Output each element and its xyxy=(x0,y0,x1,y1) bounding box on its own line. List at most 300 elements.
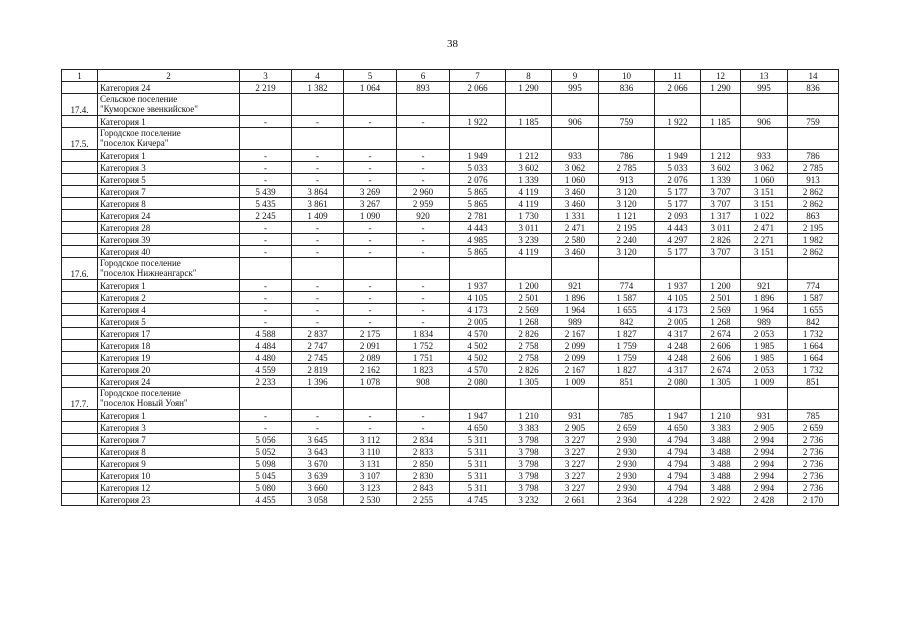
value-cell xyxy=(240,128,292,150)
value-cell: 786 xyxy=(788,150,839,162)
section-title-line: "поселок Нижнеангарск" xyxy=(100,268,197,278)
table-row xyxy=(62,422,839,434)
value-cell: 3 120 xyxy=(599,186,655,198)
value-cell: 4 228 xyxy=(655,494,701,506)
row-number xyxy=(62,328,98,340)
value-cell: 2 080 xyxy=(450,376,506,388)
category-name: Категория 17 xyxy=(98,328,240,340)
value-cell: 2 659 xyxy=(599,422,655,434)
value-cell: 759 xyxy=(788,116,839,128)
value-cell: 3 864 xyxy=(292,186,344,198)
value-cell: - xyxy=(292,116,344,128)
value-cell: 1 947 xyxy=(450,410,506,422)
value-cell: 2 736 xyxy=(788,482,839,494)
category-name: Категория 1 xyxy=(98,150,240,162)
row-number xyxy=(62,364,98,376)
value-cell: 913 xyxy=(788,174,839,186)
value-cell: 5 311 xyxy=(450,482,506,494)
value-cell: 2 471 xyxy=(741,222,788,234)
value-cell: - xyxy=(292,150,344,162)
category-name: Категория 18 xyxy=(98,340,240,352)
value-cell: 4 588 xyxy=(240,328,292,340)
value-cell xyxy=(741,388,788,410)
value-cell xyxy=(599,258,655,280)
row-number xyxy=(62,410,98,422)
value-cell: 2 826 xyxy=(506,364,552,376)
section-row xyxy=(62,128,839,150)
value-cell: 2 826 xyxy=(701,234,741,246)
value-cell: 3 798 xyxy=(506,458,552,470)
value-cell: 2 167 xyxy=(552,364,599,376)
column-header: 14 xyxy=(788,70,839,82)
table-row xyxy=(62,446,839,458)
value-cell xyxy=(599,94,655,116)
value-cell: 2 219 xyxy=(240,82,292,94)
section-title-line: Городское поселение xyxy=(100,388,181,398)
value-cell: 2 747 xyxy=(292,340,344,352)
value-cell: 3 151 xyxy=(741,186,788,198)
value-cell: 5 865 xyxy=(450,198,506,210)
value-cell: 3 058 xyxy=(292,494,344,506)
category-name: Категория 4 xyxy=(98,304,240,316)
value-cell: 3 707 xyxy=(701,246,741,258)
value-cell: 842 xyxy=(788,316,839,328)
value-cell: 2 053 xyxy=(741,328,788,340)
value-cell: 921 xyxy=(552,280,599,292)
row-number xyxy=(62,422,98,434)
value-cell: 2 175 xyxy=(344,328,397,340)
value-cell: 3 227 xyxy=(552,458,599,470)
value-cell: 2 833 xyxy=(397,446,450,458)
value-cell: 2 099 xyxy=(552,340,599,352)
value-cell: 2 170 xyxy=(788,494,839,506)
value-cell: 1 339 xyxy=(701,174,741,186)
value-cell: 4 317 xyxy=(655,328,701,340)
value-cell: 3 227 xyxy=(552,482,599,494)
value-cell xyxy=(344,94,397,116)
section-row xyxy=(62,258,839,280)
column-header: 4 xyxy=(292,70,344,82)
value-cell: 4 297 xyxy=(655,234,701,246)
value-cell: 1 964 xyxy=(741,304,788,316)
value-cell: 2 959 xyxy=(397,198,450,210)
section-title-line: Городское поселение xyxy=(100,258,181,268)
value-cell: 5 177 xyxy=(655,198,701,210)
value-cell: 2 093 xyxy=(655,210,701,222)
value-cell: 3 798 xyxy=(506,482,552,494)
value-cell xyxy=(788,388,839,410)
value-cell: 1 305 xyxy=(701,376,741,388)
table-row xyxy=(62,116,839,128)
table-row xyxy=(62,328,839,340)
row-number xyxy=(62,186,98,198)
value-cell: 1 268 xyxy=(701,316,741,328)
row-number xyxy=(62,174,98,186)
value-cell: 3 602 xyxy=(506,162,552,174)
value-cell: 5 052 xyxy=(240,446,292,458)
section-row xyxy=(62,94,839,116)
column-header: 13 xyxy=(741,70,788,82)
value-cell: - xyxy=(292,316,344,328)
value-cell: - xyxy=(344,410,397,422)
value-cell: 3 232 xyxy=(506,494,552,506)
value-cell: 4 745 xyxy=(450,494,506,506)
value-cell: 1 317 xyxy=(701,210,741,222)
category-name: Категория 39 xyxy=(98,234,240,246)
value-cell: 2 930 xyxy=(599,470,655,482)
value-cell: 1 200 xyxy=(506,280,552,292)
value-cell xyxy=(741,128,788,150)
value-cell: - xyxy=(240,304,292,316)
value-cell xyxy=(599,128,655,150)
value-cell: 2 850 xyxy=(397,458,450,470)
value-cell: 1 009 xyxy=(552,376,599,388)
value-cell: 3 460 xyxy=(552,186,599,198)
value-cell: 2 501 xyxy=(701,292,741,304)
value-cell: - xyxy=(292,222,344,234)
value-cell: 3 643 xyxy=(292,446,344,458)
value-cell: 4 794 xyxy=(655,458,701,470)
value-cell xyxy=(552,258,599,280)
value-cell: 3 269 xyxy=(344,186,397,198)
value-cell: - xyxy=(292,304,344,316)
value-cell: 5 177 xyxy=(655,186,701,198)
column-header: 2 xyxy=(98,70,240,82)
column-header: 7 xyxy=(450,70,506,82)
value-cell: 2 736 xyxy=(788,446,839,458)
value-cell xyxy=(450,128,506,150)
value-cell: 4 502 xyxy=(450,352,506,364)
value-cell: 759 xyxy=(599,116,655,128)
value-cell: 4 317 xyxy=(655,364,701,376)
value-cell xyxy=(655,258,701,280)
value-cell: 1 896 xyxy=(552,292,599,304)
value-cell: - xyxy=(344,222,397,234)
table-row xyxy=(62,410,839,422)
table-row xyxy=(62,234,839,246)
value-cell: - xyxy=(397,116,450,128)
tariff-table xyxy=(61,69,839,506)
row-number xyxy=(62,292,98,304)
value-cell: - xyxy=(397,280,450,292)
row-number xyxy=(62,234,98,246)
value-cell: 1 210 xyxy=(701,410,741,422)
table-row xyxy=(62,340,839,352)
value-cell: - xyxy=(397,410,450,422)
category-name: Категория 8 xyxy=(98,198,240,210)
value-cell: 2 364 xyxy=(599,494,655,506)
value-cell xyxy=(292,94,344,116)
page-number: 38 xyxy=(447,38,458,50)
value-cell: - xyxy=(344,150,397,162)
value-cell: 3 110 xyxy=(344,446,397,458)
value-cell: 2 089 xyxy=(344,352,397,364)
section-title xyxy=(98,128,240,150)
value-cell: 3 488 xyxy=(701,434,741,446)
value-cell: 2 930 xyxy=(599,446,655,458)
value-cell: 2 905 xyxy=(552,422,599,434)
value-cell: 1 060 xyxy=(741,174,788,186)
value-cell: 836 xyxy=(599,82,655,94)
value-cell xyxy=(655,94,701,116)
table-row xyxy=(62,280,839,292)
value-cell: 3 227 xyxy=(552,446,599,458)
value-cell: 4 173 xyxy=(450,304,506,316)
value-cell: 1 121 xyxy=(599,210,655,222)
value-cell: 1 947 xyxy=(655,410,701,422)
value-cell: 3 151 xyxy=(741,246,788,258)
value-cell: 4 794 xyxy=(655,446,701,458)
section-row xyxy=(62,388,839,410)
value-cell: 2 606 xyxy=(701,340,741,352)
value-cell: 3 107 xyxy=(344,470,397,482)
value-cell: 1 212 xyxy=(701,150,741,162)
value-cell: 1 331 xyxy=(552,210,599,222)
value-cell: 3 112 xyxy=(344,434,397,446)
value-cell: 1 759 xyxy=(599,352,655,364)
value-cell: 786 xyxy=(599,150,655,162)
table-row xyxy=(62,470,839,482)
value-cell: 2 781 xyxy=(450,210,506,222)
value-cell: 1 078 xyxy=(344,376,397,388)
value-cell: 785 xyxy=(788,410,839,422)
value-cell: 2 076 xyxy=(450,174,506,186)
value-cell: - xyxy=(240,292,292,304)
value-cell: 3 062 xyxy=(741,162,788,174)
value-cell: 2 922 xyxy=(701,494,741,506)
value-cell: 1 064 xyxy=(344,82,397,94)
value-cell: 2 501 xyxy=(506,292,552,304)
category-name: Категория 7 xyxy=(98,434,240,446)
value-cell xyxy=(552,388,599,410)
value-cell: 4 794 xyxy=(655,434,701,446)
row-number xyxy=(62,304,98,316)
value-cell xyxy=(240,94,292,116)
value-cell: 2 661 xyxy=(552,494,599,506)
table-row xyxy=(62,210,839,222)
value-cell: 1 655 xyxy=(599,304,655,316)
value-cell: 3 488 xyxy=(701,446,741,458)
value-cell: 785 xyxy=(599,410,655,422)
value-cell: 1 210 xyxy=(506,410,552,422)
value-cell: - xyxy=(240,116,292,128)
value-cell: 5 045 xyxy=(240,470,292,482)
value-cell: 3 707 xyxy=(701,186,741,198)
value-cell: - xyxy=(344,304,397,316)
value-cell: 920 xyxy=(397,210,450,222)
value-cell: 2 826 xyxy=(506,328,552,340)
value-cell: 2 569 xyxy=(506,304,552,316)
value-cell xyxy=(701,128,741,150)
value-cell: 2 736 xyxy=(788,434,839,446)
value-cell: 863 xyxy=(788,210,839,222)
value-cell: 4 794 xyxy=(655,470,701,482)
value-cell: 913 xyxy=(599,174,655,186)
value-cell: 3 383 xyxy=(701,422,741,434)
value-cell: 3 239 xyxy=(506,234,552,246)
value-cell: 1 896 xyxy=(741,292,788,304)
value-cell: 3 707 xyxy=(701,198,741,210)
value-cell: 4 650 xyxy=(450,422,506,434)
section-title-line: Сельское поселение xyxy=(100,94,178,104)
value-cell: 995 xyxy=(741,82,788,94)
row-number xyxy=(62,210,98,222)
value-cell: 2 930 xyxy=(599,458,655,470)
section-title xyxy=(98,258,240,280)
section-title xyxy=(98,94,240,116)
value-cell: 1 090 xyxy=(344,210,397,222)
value-cell: 842 xyxy=(599,316,655,328)
table-row xyxy=(62,222,839,234)
value-cell: - xyxy=(240,316,292,328)
value-cell: 2 837 xyxy=(292,328,344,340)
table-row xyxy=(62,246,839,258)
value-cell: 1 290 xyxy=(506,82,552,94)
value-cell: - xyxy=(397,222,450,234)
value-cell: 2 530 xyxy=(344,494,397,506)
value-cell: 3 383 xyxy=(506,422,552,434)
value-cell: 2 745 xyxy=(292,352,344,364)
value-cell: - xyxy=(397,174,450,186)
table-row xyxy=(62,304,839,316)
value-cell: 1 587 xyxy=(788,292,839,304)
value-cell: 1 827 xyxy=(599,364,655,376)
value-cell: 1 752 xyxy=(397,340,450,352)
value-cell: 2 053 xyxy=(741,364,788,376)
value-cell: - xyxy=(240,280,292,292)
value-cell: 4 570 xyxy=(450,328,506,340)
value-cell: 4 248 xyxy=(655,352,701,364)
row-number: 17.7. xyxy=(62,388,98,410)
value-cell: 1 937 xyxy=(450,280,506,292)
value-cell: - xyxy=(292,246,344,258)
value-cell: 2 080 xyxy=(655,376,701,388)
value-cell: 1 664 xyxy=(788,340,839,352)
category-name: Категория 19 xyxy=(98,352,240,364)
value-cell: 3 488 xyxy=(701,458,741,470)
value-cell: - xyxy=(292,422,344,434)
column-header: 8 xyxy=(506,70,552,82)
value-cell: 1 655 xyxy=(788,304,839,316)
value-cell: 1 823 xyxy=(397,364,450,376)
value-cell: - xyxy=(292,162,344,174)
value-cell: 1 985 xyxy=(741,352,788,364)
value-cell: 2 195 xyxy=(788,222,839,234)
value-cell: 2 994 xyxy=(741,446,788,458)
value-cell: - xyxy=(397,150,450,162)
category-name: Категория 10 xyxy=(98,470,240,482)
value-cell: 1 212 xyxy=(506,150,552,162)
value-cell: 5 865 xyxy=(450,246,506,258)
row-number xyxy=(62,316,98,328)
value-cell: 1 730 xyxy=(506,210,552,222)
value-cell: 1 751 xyxy=(397,352,450,364)
value-cell xyxy=(344,258,397,280)
value-cell: 933 xyxy=(552,150,599,162)
table-body xyxy=(62,70,839,506)
value-cell: 3 120 xyxy=(599,198,655,210)
value-cell xyxy=(506,128,552,150)
column-header: 5 xyxy=(344,70,397,82)
category-name: Категория 40 xyxy=(98,246,240,258)
value-cell: 931 xyxy=(741,410,788,422)
value-cell: 2 785 xyxy=(599,162,655,174)
value-cell: 2 428 xyxy=(741,494,788,506)
value-cell: 4 559 xyxy=(240,364,292,376)
value-cell: 1 834 xyxy=(397,328,450,340)
value-cell: 3 062 xyxy=(552,162,599,174)
row-number xyxy=(62,162,98,174)
row-number xyxy=(62,446,98,458)
category-name: Категория 9 xyxy=(98,458,240,470)
value-cell: 3 602 xyxy=(701,162,741,174)
value-cell: 2 167 xyxy=(552,328,599,340)
value-cell: 3 227 xyxy=(552,470,599,482)
value-cell: 3 123 xyxy=(344,482,397,494)
category-name: Категория 28 xyxy=(98,222,240,234)
value-cell: - xyxy=(240,410,292,422)
row-number xyxy=(62,222,98,234)
value-cell: 933 xyxy=(741,150,788,162)
value-cell: 1 409 xyxy=(292,210,344,222)
value-cell: 3 660 xyxy=(292,482,344,494)
value-cell xyxy=(701,388,741,410)
value-cell: - xyxy=(292,410,344,422)
column-header: 3 xyxy=(240,70,292,82)
value-cell: 2 834 xyxy=(397,434,450,446)
row-number xyxy=(62,82,98,94)
row-number xyxy=(62,376,98,388)
value-cell: 2 862 xyxy=(788,186,839,198)
value-cell xyxy=(397,388,450,410)
value-cell: 2 819 xyxy=(292,364,344,376)
value-cell: 2 994 xyxy=(741,458,788,470)
value-cell: 774 xyxy=(788,280,839,292)
value-cell: 5 865 xyxy=(450,186,506,198)
value-cell xyxy=(599,388,655,410)
value-cell: 2 240 xyxy=(599,234,655,246)
category-name: Категория 5 xyxy=(98,174,240,186)
value-cell: 4 105 xyxy=(450,292,506,304)
value-cell: 2 099 xyxy=(552,352,599,364)
section-title-line: "поселок Кичера" xyxy=(100,138,169,148)
value-cell: 1 949 xyxy=(655,150,701,162)
value-cell: - xyxy=(344,280,397,292)
value-cell: 2 005 xyxy=(450,316,506,328)
value-cell: 1 827 xyxy=(599,328,655,340)
value-cell: 1 732 xyxy=(788,328,839,340)
value-cell: 3 120 xyxy=(599,246,655,258)
value-cell: 2 736 xyxy=(788,458,839,470)
value-cell: 2 066 xyxy=(655,82,701,94)
value-cell: - xyxy=(397,162,450,174)
value-cell: 2 994 xyxy=(741,434,788,446)
value-cell: 1 396 xyxy=(292,376,344,388)
table-row xyxy=(62,494,839,506)
value-cell: - xyxy=(240,150,292,162)
value-cell: 4 480 xyxy=(240,352,292,364)
value-cell: 1 339 xyxy=(506,174,552,186)
value-cell xyxy=(344,388,397,410)
value-cell: - xyxy=(344,162,397,174)
value-cell: 2 659 xyxy=(788,422,839,434)
category-name: Категория 23 xyxy=(98,494,240,506)
row-number xyxy=(62,246,98,258)
row-number xyxy=(62,482,98,494)
value-cell: 3 798 xyxy=(506,434,552,446)
value-cell: 3 267 xyxy=(344,198,397,210)
value-cell: - xyxy=(397,422,450,434)
